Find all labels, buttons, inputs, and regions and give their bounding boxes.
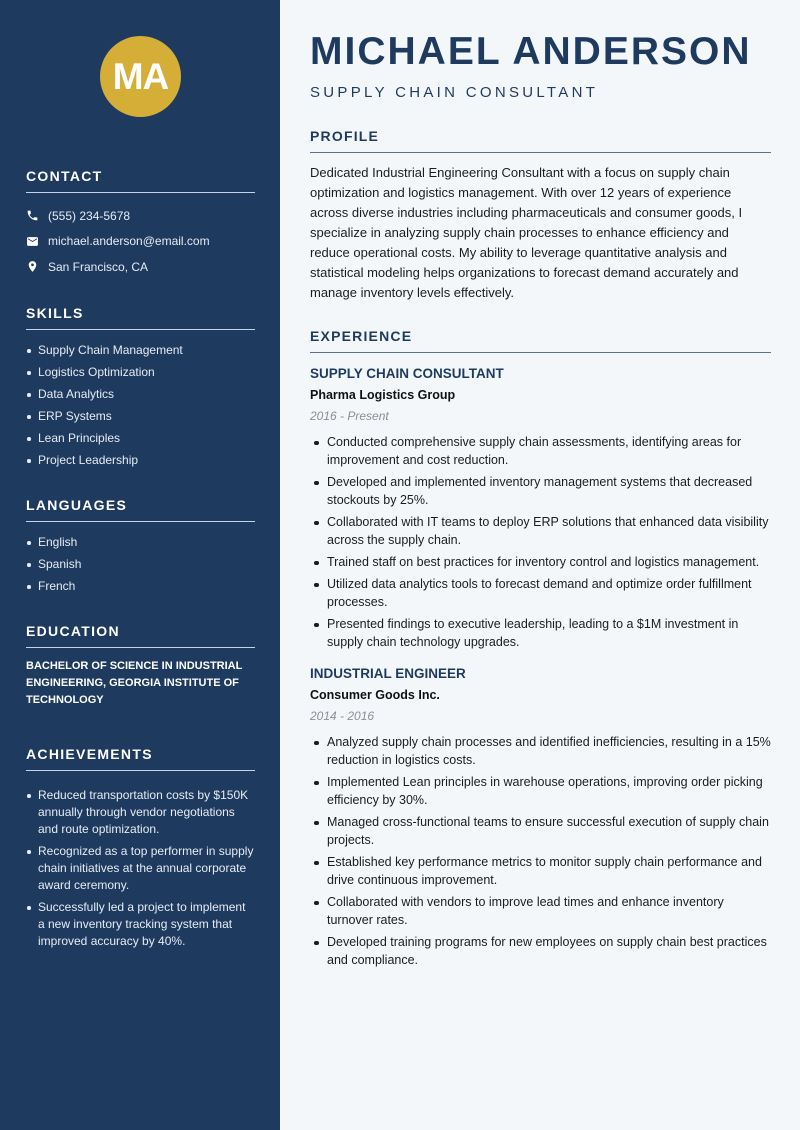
- job-dates: 2016 - Present: [310, 409, 389, 423]
- job-bullet: Implemented Lean principles in warehouse operations, improving order picking efficiency by 30%.: [310, 773, 771, 809]
- job-bullet: Presented findings to executive leadership, leading to a $1M investment in supply chain technology upgrades.: [310, 615, 771, 651]
- job-bullets: [310, 733, 771, 969]
- contact-location: [26, 254, 255, 280]
- education-heading: EDUCATION: [26, 623, 255, 648]
- skill-item: Supply Chain Management: [26, 339, 255, 361]
- skills-section: [26, 305, 255, 471]
- job-bullet: Managed cross-functional teams to ensure successful execution of supply chain projects.: [310, 813, 771, 849]
- languages-heading: LANGUAGES: [26, 497, 255, 522]
- profile-text: Dedicated Industrial Engineering Consultant with a focus on supply chain optimization and logistics management. With over 12 years of experience across diverse industries including pharmaceuticals and consumer goods, I specialize in analyzing supply chain processes to enhance efficiency and reduce operational costs. My ability to leverage quantitative analysis and statistical modeling helps organizations to forecast demand accurately and manage inventory levels effectively.: [310, 165, 743, 300]
- achievement-item: Recognized as a top performer in supply chain initiatives at the annual corporate award ceremony.: [26, 843, 255, 894]
- job-dates: 2014 - 2016: [310, 709, 375, 723]
- candidate-title: SUPPLY CHAIN CONSULTANT: [310, 84, 599, 101]
- main-content: [280, 0, 800, 1130]
- achievement-item: Reduced transportation costs by $150K annually through vendor negotiations and route optimization.: [26, 787, 255, 838]
- contact-section: [26, 168, 255, 280]
- job-bullet: Utilized data analytics tools to forecast demand and optimize order fulfillment processes.: [310, 575, 771, 611]
- job-bullet: Trained staff on best practices for inventory control and logistics management.: [310, 553, 771, 571]
- job-entry: [310, 665, 771, 969]
- skill-item: ERP Systems: [26, 405, 255, 427]
- language-item: Spanish: [26, 553, 255, 575]
- skill-item: Lean Principles: [26, 427, 255, 449]
- skill-item: Logistics Optimization: [26, 361, 255, 383]
- email-text[interactable]: michael.anderson@email.com: [48, 234, 210, 249]
- location-pin-icon: [26, 260, 39, 273]
- achievements-section: [26, 746, 255, 955]
- languages-section: [26, 497, 255, 597]
- avatar: [100, 36, 181, 117]
- achievement-item: Successfully led a project to implement a new inventory tracking system that improved accuracy by 40%.: [26, 899, 255, 950]
- job-company: Consumer Goods Inc.: [310, 688, 440, 702]
- job-role: INDUSTRIAL ENGINEER: [310, 666, 466, 681]
- language-item: English: [26, 531, 255, 553]
- job-bullet: Analyzed supply chain processes and identified inefficiencies, resulting in a 15% reduction in logistics costs.: [310, 733, 771, 769]
- job-bullet: Collaborated with IT teams to deploy ERP solutions that enhanced data visibility across the supply chain.: [310, 513, 771, 549]
- job-entry: [310, 365, 771, 651]
- phone-text: (555) 234-5678: [48, 208, 131, 223]
- experience-section: [310, 328, 771, 973]
- skills-list: [26, 339, 255, 471]
- job-role: SUPPLY CHAIN CONSULTANT: [310, 366, 504, 381]
- education-degree: BACHELOR OF SCIENCE IN INDUSTRIAL ENGINEERING, GEORGIA INSTITUTE OF TECHNOLOGY: [26, 660, 243, 706]
- achievements-list: [26, 787, 255, 950]
- languages-list: [26, 531, 255, 597]
- job-bullet: Established key performance metrics to monitor supply chain performance and drive continuous improvement.: [310, 853, 771, 889]
- sidebar: [0, 0, 280, 1130]
- avatar-initials: MA: [112, 55, 169, 97]
- location-text: San Francisco, CA: [48, 259, 149, 274]
- skills-heading: SKILLS: [26, 305, 255, 330]
- candidate-name: MICHAEL ANDERSON: [310, 30, 752, 73]
- job-bullet: Conducted comprehensive supply chain assessments, identifying areas for improvement and cost reduction.: [310, 433, 771, 469]
- contact-list: [26, 203, 255, 280]
- education-section: [26, 623, 255, 709]
- job-bullet: Collaborated with vendors to improve lead times and enhance inventory turnover rates.: [310, 893, 771, 929]
- email-icon: [26, 235, 39, 248]
- job-bullet: Developed and implemented inventory management systems that decreased stockouts by 25%.: [310, 473, 771, 509]
- job-bullet: Developed training programs for new employees on supply chain best practices and compliance.: [310, 933, 771, 969]
- phone-icon: [26, 209, 39, 222]
- experience-heading: EXPERIENCE: [310, 328, 771, 353]
- skill-item: Project Leadership: [26, 449, 255, 471]
- contact-phone: [26, 203, 255, 229]
- job-bullets: [310, 433, 771, 651]
- achievements-heading: ACHIEVEMENTS: [26, 746, 255, 771]
- language-item: French: [26, 575, 255, 597]
- contact-email: [26, 229, 255, 255]
- job-company: Pharma Logistics Group: [310, 388, 456, 402]
- profile-section: [310, 128, 771, 303]
- profile-heading: PROFILE: [310, 128, 771, 153]
- contact-heading: CONTACT: [26, 168, 255, 193]
- skill-item: Data Analytics: [26, 383, 255, 405]
